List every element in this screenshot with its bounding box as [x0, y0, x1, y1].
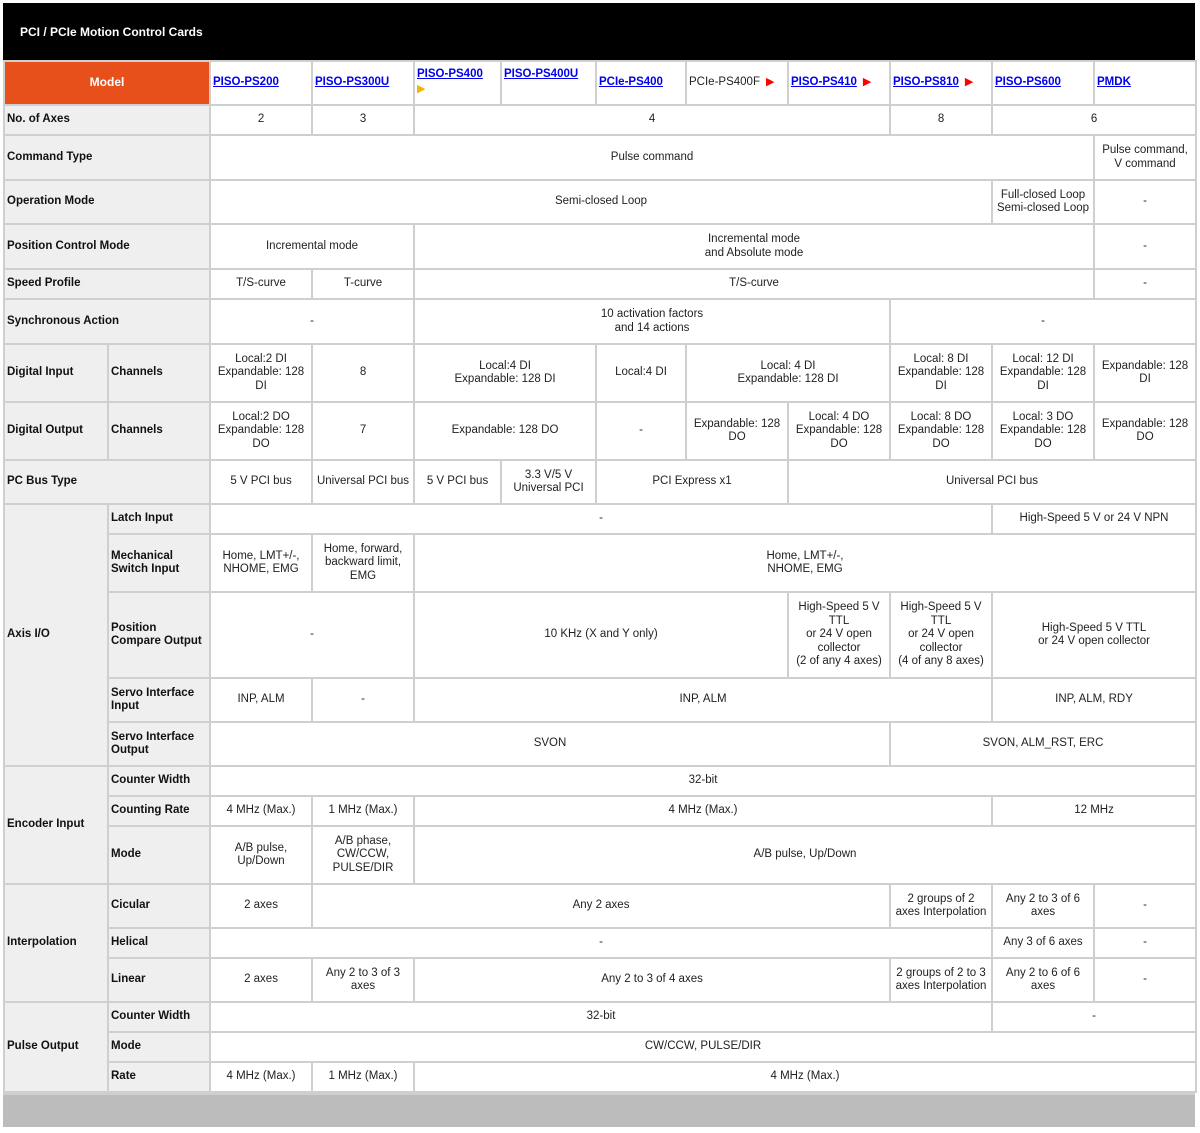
model-cell-piso-ps410: [788, 61, 890, 105]
model-cell-piso-ps400u: [501, 61, 596, 105]
model-link-pmdk[interactable]: PMDK: [1097, 76, 1131, 89]
yellow-arrow-icon: ▶: [417, 82, 426, 95]
servo-output-row: [4, 722, 1196, 766]
servo-input-cell: INP, ALM, RDY: [992, 678, 1196, 722]
counting-rate-cell: 12 MHz: [992, 796, 1196, 826]
latch-input-cell: High-Speed 5 V or 24 V NPN: [992, 504, 1196, 534]
sync-action-cell: 10 activation factors and 14 actions: [414, 299, 890, 344]
counting-rate-cell: 4 MHz (Max.): [414, 796, 992, 826]
sync-action-cell: -: [210, 299, 414, 344]
pc-bus-label: PC Bus Type: [4, 460, 210, 504]
pulse-mode-row: [4, 1032, 1196, 1062]
digital-output-cell: Expandable: 128 DO: [414, 402, 596, 460]
spec-table-container: [3, 3, 1195, 1127]
model-cell-piso-ps810: [890, 61, 992, 105]
pc-bus-cell: 5 V PCI bus: [210, 460, 312, 504]
operation-mode-cell: Full-closed Loop Semi-closed Loop: [992, 180, 1094, 224]
model-header-row: [4, 61, 1196, 105]
servo-output-cell: SVON, ALM_RST, ERC: [890, 722, 1196, 766]
command-type-row: [4, 135, 1196, 180]
linear-cell: -: [1094, 958, 1196, 1002]
pulse-width-cell: -: [992, 1002, 1196, 1032]
digital-output-cell: -: [596, 402, 686, 460]
digital-input-cell: 8: [312, 344, 414, 402]
pc-bus-row: [4, 460, 1196, 504]
digital-input-cell: Local:2 DI Expandable: 128 DI: [210, 344, 312, 402]
encoder-input-label: Encoder Input: [4, 766, 108, 884]
digital-input-cell: Expandable: 128 DI: [1094, 344, 1196, 402]
pulse-mode-cell: CW/CCW, PULSE/DIR: [210, 1032, 1196, 1062]
digital-output-cell: Expandable: 128 DO: [686, 402, 788, 460]
digital-output-label: Digital Output: [4, 402, 108, 460]
servo-input-cell: INP, ALM: [210, 678, 312, 722]
pulse-output-label: Pulse Output: [4, 1002, 108, 1092]
model-link-pcie-ps400[interactable]: PCIe-PS400: [599, 76, 663, 89]
model-cell-piso-ps300u: [312, 61, 414, 105]
linear-cell: 2 groups of 2 to 3 axes Interpolation: [890, 958, 992, 1002]
model-cell-piso-ps200: [210, 61, 312, 105]
pulse-width-row: [4, 1002, 1196, 1032]
mech-switch-label: Mechanical Switch Input: [108, 534, 210, 592]
helical-cell: Any 3 of 6 axes: [992, 928, 1094, 958]
pos-compare-label: Position Compare Output: [108, 592, 210, 678]
rate-cell: 4 MHz (Max.): [414, 1062, 1196, 1092]
model-cell-pcie-ps400f: [686, 61, 788, 105]
latch-input-cell: -: [210, 504, 992, 534]
mech-switch-cell: Home, LMT+/-, NHOME, EMG: [210, 534, 312, 592]
pulse-width-label: Counter Width: [108, 1002, 210, 1032]
digital-output-cell: 7: [312, 402, 414, 460]
helical-cell: -: [210, 928, 992, 958]
pos-compare-cell: High-Speed 5 V TTL or 24 V open collector (2 of any 4 axes): [788, 592, 890, 678]
command-type-cell: Pulse command: [210, 135, 1094, 180]
linear-cell: 2 axes: [210, 958, 312, 1002]
axes-label: No. of Axes: [4, 105, 210, 135]
position-control-label: Position Control Mode: [4, 224, 210, 269]
digital-input-channels-label: Channels: [108, 344, 210, 402]
speed-profile-label: Speed Profile: [4, 269, 210, 299]
digital-input-cell: Local: 4 DI Expandable: 128 DI: [686, 344, 890, 402]
sync-action-row: [4, 299, 1196, 344]
position-control-cell: Incremental mode and Absolute mode: [414, 224, 1094, 269]
servo-input-label: Servo Interface Input: [108, 678, 210, 722]
mech-switch-cell: Home, forward, backward limit, EMG: [312, 534, 414, 592]
position-control-cell: -: [1094, 224, 1196, 269]
digital-output-cell: Local: 3 DO Expandable: 128 DO: [992, 402, 1094, 460]
servo-output-label: Servo Interface Output: [108, 722, 210, 766]
pos-compare-cell: 10 KHz (X and Y only): [414, 592, 788, 678]
pulse-width-cell: 32-bit: [210, 1002, 992, 1032]
digital-input-row: [4, 344, 1196, 402]
digital-input-cell: Local: 12 DI Expandable: 128 DI: [992, 344, 1094, 402]
encoder-mode-row: [4, 826, 1196, 884]
counting-rate-cell: 4 MHz (Max.): [210, 796, 312, 826]
rate-row: [4, 1062, 1196, 1092]
linear-row: [4, 958, 1196, 1002]
page-title: [3, 3, 1195, 60]
servo-input-cell: -: [312, 678, 414, 722]
model-header: Model: [4, 61, 210, 105]
counting-rate-row: [4, 796, 1196, 826]
linear-cell: Any 2 to 3 of 3 axes: [312, 958, 414, 1002]
speed-profile-cell: -: [1094, 269, 1196, 299]
axes-cell: 8: [890, 105, 992, 135]
cicular-cell: Any 2 axes: [312, 884, 890, 928]
model-link-piso-ps600[interactable]: PISO-PS600: [995, 76, 1061, 89]
model-cell-pmdk: [1094, 61, 1196, 105]
rate-cell: 4 MHz (Max.): [210, 1062, 312, 1092]
axes-cell: 3: [312, 105, 414, 135]
spec-table: [3, 60, 1197, 1093]
model-link-piso-ps400u[interactable]: PISO-PS400U: [504, 68, 579, 80]
servo-output-cell: SVON: [210, 722, 890, 766]
linear-cell: Any 2 to 6 of 6 axes: [992, 958, 1094, 1002]
counting-rate-cell: 1 MHz (Max.): [312, 796, 414, 826]
pc-bus-cell: 3.3 V/5 V Universal PCI: [501, 460, 596, 504]
counting-rate-label: Counting Rate: [108, 796, 210, 826]
digital-input-label: Digital Input: [4, 344, 108, 402]
latch-input-label: Latch Input: [108, 504, 210, 534]
operation-mode-cell: Semi-closed Loop: [210, 180, 992, 224]
encoder-mode-cell: A/B pulse, Up/Down: [414, 826, 1196, 884]
cicular-cell: -: [1094, 884, 1196, 928]
axis-io-label: Axis I/O: [4, 504, 108, 766]
linear-label: Linear: [108, 958, 210, 1002]
model-link-piso-ps300u[interactable]: PISO-PS300U: [315, 76, 390, 89]
model-link-piso-ps810[interactable]: PISO-PS810: [893, 76, 959, 89]
pc-bus-cell: Universal PCI bus: [312, 460, 414, 504]
command-type-label: Command Type: [4, 135, 210, 180]
model-link-piso-ps400[interactable]: PISO-PS400: [417, 68, 483, 80]
digital-input-cell: Local:4 DI: [596, 344, 686, 402]
operation-mode-row: [4, 180, 1196, 224]
digital-output-cell: Local:2 DO Expandable: 128 DO: [210, 402, 312, 460]
command-type-cell: Pulse command, V command: [1094, 135, 1196, 180]
digital-output-cell: Expandable: 128 DO: [1094, 402, 1196, 460]
pos-compare-row: [4, 592, 1196, 678]
red-arrow-icon: ▶: [862, 76, 872, 89]
latch-input-row: [4, 504, 1196, 534]
model-cell-piso-ps600: [992, 61, 1094, 105]
digital-output-row: [4, 402, 1196, 460]
encoder-width-row: [4, 766, 1196, 796]
speed-profile-row: [4, 269, 1196, 299]
axes-row: [4, 105, 1196, 135]
servo-input-cell: INP, ALM: [414, 678, 992, 722]
model-cell-pcie-ps400: [596, 61, 686, 105]
pos-compare-cell: -: [210, 592, 414, 678]
sync-action-cell: -: [890, 299, 1196, 344]
table-footer-bar: [3, 1093, 1195, 1127]
encoder-mode-label: Mode: [108, 826, 210, 884]
position-control-cell: Incremental mode: [210, 224, 414, 269]
red-arrow-icon: ▶: [964, 76, 974, 89]
pulse-mode-label: Mode: [108, 1032, 210, 1062]
interpolation-label: Interpolation: [4, 884, 108, 1002]
speed-profile-cell: T-curve: [312, 269, 414, 299]
model-link-pcie-ps400f: PCIe-PS400F: [689, 76, 760, 89]
digital-input-cell: Local: 8 DI Expandable: 128 DI: [890, 344, 992, 402]
digital-output-channels-label: Channels: [108, 402, 210, 460]
axes-cell: 4: [414, 105, 890, 135]
operation-mode-cell: -: [1094, 180, 1196, 224]
digital-input-cell: Local:4 DI Expandable: 128 DI: [414, 344, 596, 402]
pos-compare-cell: High-Speed 5 V TTL or 24 V open collector: [992, 592, 1196, 678]
sync-action-label: Synchronous Action: [4, 299, 210, 344]
linear-cell: Any 2 to 3 of 4 axes: [414, 958, 890, 1002]
model-link-piso-ps410[interactable]: PISO-PS410: [791, 76, 857, 89]
axes-cell: 2: [210, 105, 312, 135]
speed-profile-cell: T/S-curve: [210, 269, 312, 299]
position-control-row: [4, 224, 1196, 269]
red-arrow-icon: ▶: [765, 76, 775, 89]
cicular-row: [4, 884, 1196, 928]
cicular-label: Cicular: [108, 884, 210, 928]
digital-output-cell: Local: 8 DO Expandable: 128 DO: [890, 402, 992, 460]
speed-profile-cell: T/S-curve: [414, 269, 1094, 299]
axes-cell: 6: [992, 105, 1196, 135]
helical-row: [4, 928, 1196, 958]
rate-label: Rate: [108, 1062, 210, 1092]
pc-bus-cell: Universal PCI bus: [788, 460, 1196, 504]
pc-bus-cell: PCI Express x1: [596, 460, 788, 504]
encoder-mode-cell: A/B pulse, Up/Down: [210, 826, 312, 884]
pos-compare-cell: High-Speed 5 V TTL or 24 V open collector (4 of any 8 axes): [890, 592, 992, 678]
cicular-cell: Any 2 to 3 of 6 axes: [992, 884, 1094, 928]
servo-input-row: [4, 678, 1196, 722]
cicular-cell: 2 axes: [210, 884, 312, 928]
cicular-cell: 2 groups of 2 axes Interpolation: [890, 884, 992, 928]
encoder-mode-cell: A/B phase, CW/CCW, PULSE/DIR: [312, 826, 414, 884]
digital-output-cell: Local: 4 DO Expandable: 128 DO: [788, 402, 890, 460]
model-cell-piso-ps400: [414, 61, 501, 105]
rate-cell: 1 MHz (Max.): [312, 1062, 414, 1092]
helical-label: Helical: [108, 928, 210, 958]
encoder-width-label: Counter Width: [108, 766, 210, 796]
mech-switch-row: [4, 534, 1196, 592]
mech-switch-cell: Home, LMT+/-, NHOME, EMG: [414, 534, 1196, 592]
title-text: PCI / PCIe Motion Control Cards: [20, 24, 203, 39]
operation-mode-label: Operation Mode: [4, 180, 210, 224]
pc-bus-cell: 5 V PCI bus: [414, 460, 501, 504]
model-link-piso-ps200[interactable]: PISO-PS200: [213, 76, 279, 89]
helical-cell: -: [1094, 928, 1196, 958]
encoder-width-cell: 32-bit: [210, 766, 1196, 796]
